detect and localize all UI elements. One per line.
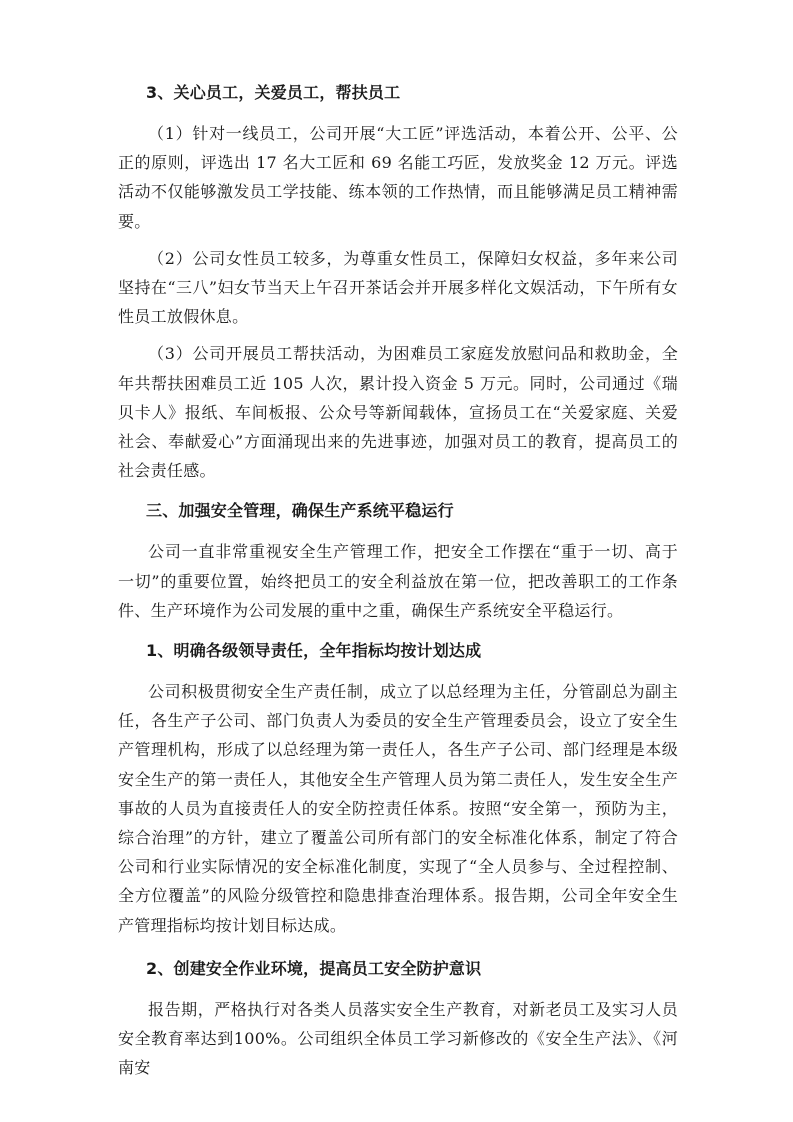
heading-safety-management: 三、加强安全管理，确保生产系统平稳运行 [146, 501, 454, 521]
paragraph-responsibility-system: 公司积极贯彻安全生产责任制，成立了以总经理为主任，分管副总为副主任，各生产子公司、部门负责人为委员的安全生产管理委员会，设立了安全生产管理机构，形成了以总经理为第一责任人，各生产子公司、部门经理是本级安全生产的第一责任人，其他安全生产管理人员为第二责任人，发生安全生产事故的人员为直接责任人的安全防控责任体系。按照“安全第一，预防为主，综合治理”的方针，建立了覆盖公司所有部门的安全标准化体系，制定了符合公司和行业实际情况的安全标准化制度，实现了“全人员参与、全过程控制、全方位覆盖”的风险分级管控和隐患排查治理体系。报告期，公司全年安全生产管理指标均按计划目标达成。 [118, 682, 678, 935]
heading-safe-environment: 2、创建安全作业环境，提高员工安全防护意识 [146, 958, 482, 978]
paragraph-safety-intro: 公司一直非常重视安全生产管理工作，把安全工作摆在“重于一切、高于一切”的重要位置，始终把员工的安全利益放在第一位，把改善职工的工作条件、生产环境作为公司发展的重中之重，确保生产系统安全平稳运行。 [118, 542, 678, 620]
paragraph-craftsman-award: （1）针对一线员工，公司开展“大工匠”评选活动，本着公开、公平、公正的原则，评选出 17 名大工匠和 69 名能工巧匠，发放奖金 12 万元。评选活动不仅能够激发员工学技能、练本领的工作热情，而且能够满足员工精神需要。 [118, 124, 678, 231]
paragraph-safety-education: 报告期，严格执行对各类人员落实安全生产教育，对新老员工及实习人员安全教育率达到100%。公司组织全体员工学习新修改的《安全生产法》、《河南安 [118, 999, 678, 1078]
heading-leadership-responsibility: 1、明确各级领导责任，全年指标均按计划达成 [146, 641, 482, 661]
paragraph-women-day: （2）公司女性员工较多，为尊重女性员工，保障妇女权益，多年来公司坚持在“三八”妇女节当天上午召开茶话会并开展多样化文娱活动，下午所有女性员工放假休息。 [118, 248, 678, 327]
paragraph-assistance: （3）公司开展员工帮扶活动，为困难员工家庭发放慰问品和救助金，全年共帮扶困难员工近 105 人次，累计投入资金 5 万元。同时，公司通过《瑞贝卡人》报纸、车间板报、公众号等新闻载体，宣扬员工在“关爱家庭、关爱社会、奉献爱心”方面涌现出来的先进事迹，加强对员工的教育，提高员工的社会责任感。 [118, 344, 678, 481]
heading-care-employees: 3、关心员工，关爱员工，帮扶员工 [146, 83, 401, 102]
document-page [118, 74, 678, 1082]
